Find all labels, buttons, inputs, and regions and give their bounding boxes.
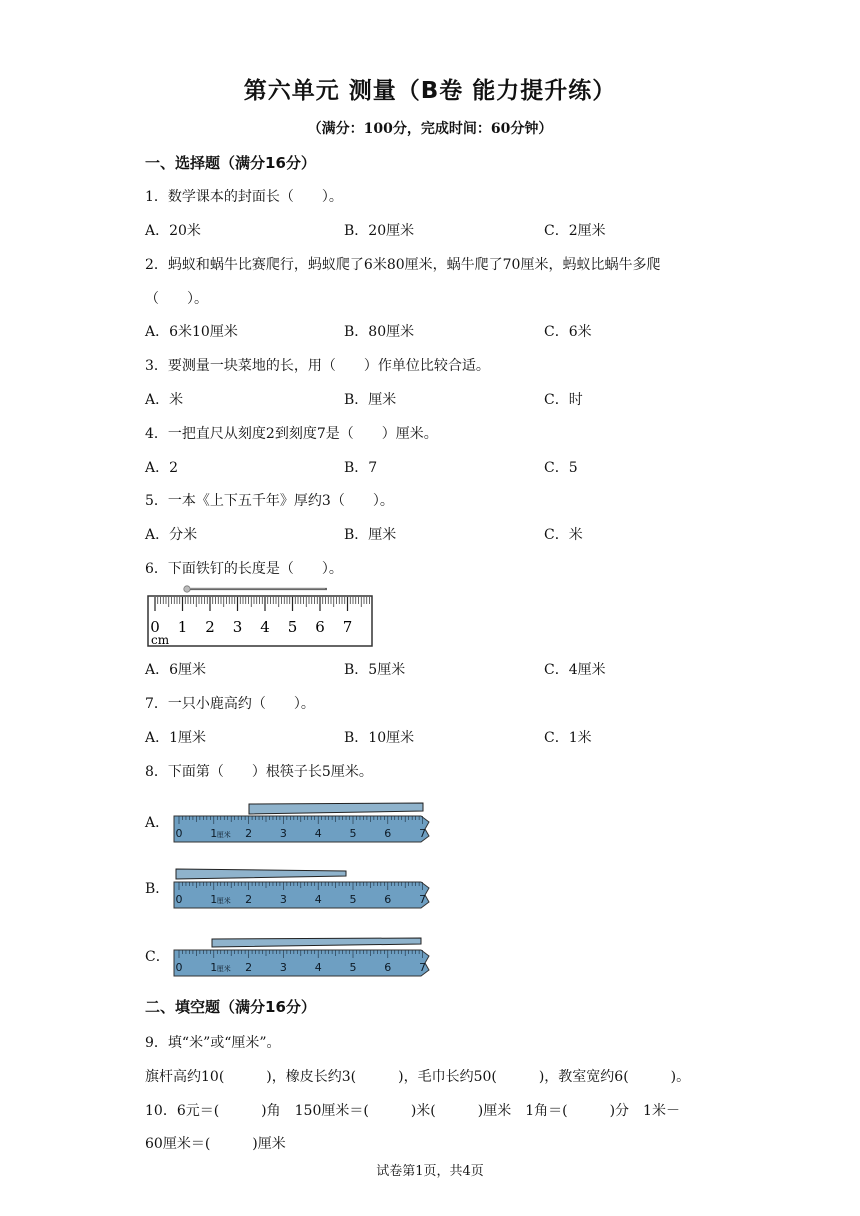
- q8-option-c: [145, 934, 445, 984]
- blue-ruler-number: 7: [419, 961, 427, 974]
- blue-ruler-number: 0: [175, 961, 183, 974]
- blue-ruler-number: 4: [314, 893, 322, 906]
- q1-option-a: A．20米: [145, 223, 201, 239]
- chopstick-c: [212, 938, 421, 947]
- q4-option-c: C．5: [544, 460, 578, 476]
- blue-ruler-number: 4: [314, 827, 322, 840]
- question-6: 6．下面铁钉的长度是（ ）。: [145, 561, 343, 577]
- blue-ruler-number: 7: [419, 827, 427, 840]
- q8-option-b-label: B．: [145, 881, 170, 897]
- question-3: 3．要测量一块菜地的长，用（ ）作单位比较合适。: [145, 358, 490, 374]
- chopstick-ruler-a: [171, 800, 441, 846]
- blue-ruler-unit: 厘米: [216, 897, 231, 905]
- nail-ruler-figure: [147, 584, 373, 648]
- chopstick-b: [176, 869, 346, 879]
- q6-option-a: A．6厘米: [145, 662, 207, 678]
- question-2-continued: （ ）。: [145, 291, 208, 307]
- q2-option-a: A．6米10厘米: [145, 324, 238, 340]
- page-title: 第六单元 测量（B卷 能力提升练）: [243, 78, 617, 104]
- question-4: 4．一把直尺从刻度2到刻度7是（ ）厘米。: [145, 426, 438, 442]
- blue-ruler-number: 7: [419, 893, 427, 906]
- ruler-number: 5: [287, 618, 298, 636]
- blue-ruler-number: 2: [245, 893, 253, 906]
- blue-ruler-number: 6: [384, 893, 392, 906]
- chopstick-ruler-c: [171, 934, 441, 980]
- blue-ruler-number: 1: [210, 961, 218, 974]
- question-8: 8．下面第（ ）根筷子长5厘米。: [145, 764, 373, 780]
- page-footer: 试卷第1页，共4页: [376, 1164, 484, 1179]
- blue-ruler-number: 2: [245, 827, 253, 840]
- q4-option-b: B．7: [344, 460, 378, 476]
- question-9-blanks: 旗杆高约10( )，橡皮长约3( )，毛巾长约50( )，教室宽约6( )。: [145, 1069, 691, 1085]
- question-7: 7．一只小鹿高约（ ）。: [145, 696, 315, 712]
- blue-ruler-number: 3: [279, 961, 287, 974]
- ruler-number: 1: [177, 618, 188, 636]
- ruler-unit-label: cm: [151, 633, 170, 647]
- section-heading-fill: 二、填空题（满分16分）: [145, 998, 316, 1016]
- q2-option-b: B．80厘米: [344, 324, 415, 340]
- q8-option-a-label: A．: [145, 815, 170, 831]
- q8-option-c-label: C．: [145, 949, 170, 965]
- q8-option-a: [145, 800, 445, 850]
- blue-ruler-number: 0: [175, 893, 183, 906]
- q8-option-b: [145, 866, 445, 916]
- blue-ruler-number: 6: [384, 961, 392, 974]
- blue-ruler-number: 5: [349, 827, 357, 840]
- q6-option-c: C．4厘米: [544, 662, 606, 678]
- blue-ruler-unit: 厘米: [216, 831, 231, 839]
- nail-image: [184, 586, 327, 592]
- q3-option-a: A．米: [145, 392, 184, 408]
- q6-option-b: B．5厘米: [344, 662, 406, 678]
- q7-option-a: A．1厘米: [145, 730, 207, 746]
- ruler-number: 0: [150, 618, 160, 636]
- q5-option-a: A．分米: [145, 527, 198, 543]
- blue-ruler-number: 2: [245, 961, 253, 974]
- question-5: 5．一本《上下五千年》厚约3（ ）。: [145, 493, 394, 509]
- blue-ruler-number: 3: [279, 827, 287, 840]
- q7-option-b: B．10厘米: [344, 730, 415, 746]
- ruler-number: 3: [232, 618, 243, 636]
- page-subtitle: （满分：100分，完成时间：60分钟）: [307, 121, 553, 137]
- chopstick-a: [249, 803, 423, 814]
- q3-option-c: C．时: [544, 392, 583, 408]
- q5-option-c: C．米: [544, 527, 583, 543]
- blue-ruler-number: 5: [349, 893, 357, 906]
- question-9: 9．填“米”或“厘米”。: [145, 1035, 281, 1051]
- chopstick-ruler-b: [171, 866, 441, 912]
- question-2: 2．蚂蚁和蜗牛比赛爬行，蚂蚁爬了6米80厘米，蜗牛爬了70厘米，蚂蚁比蜗牛多爬: [145, 257, 661, 273]
- ruler-number: 4: [260, 618, 270, 636]
- blue-ruler-number: 4: [314, 961, 322, 974]
- blue-ruler-number: 6: [384, 827, 392, 840]
- question-10-continued: 60厘米＝( )厘米: [145, 1136, 286, 1152]
- ruler-number: 6: [315, 618, 325, 636]
- blue-ruler-number: 5: [349, 961, 357, 974]
- section-heading-choice: 一、选择题（满分16分）: [145, 154, 316, 172]
- ruler-number: 2: [205, 618, 215, 636]
- q7-option-c: C．1米: [544, 730, 592, 746]
- q3-option-b: B．厘米: [344, 392, 397, 408]
- q1-option-b: B．20厘米: [344, 223, 415, 239]
- blue-ruler-number: 1: [210, 827, 218, 840]
- blue-ruler-number: 3: [279, 893, 287, 906]
- q5-option-b: B．厘米: [344, 527, 397, 543]
- blue-ruler-number: 0: [175, 827, 183, 840]
- q1-option-c: C．2厘米: [544, 223, 606, 239]
- q4-option-a: A．2: [145, 460, 179, 476]
- blue-ruler-number: 1: [210, 893, 218, 906]
- question-10: 10．6元＝( )角 150厘米＝( )米( )厘米 1角＝( )分 1米－: [145, 1103, 680, 1119]
- blue-ruler-unit: 厘米: [216, 965, 231, 973]
- ruler-number: 7: [342, 618, 353, 636]
- question-1: 1．数学课本的封面长（ ）。: [145, 189, 343, 205]
- q2-option-c: C．6米: [544, 324, 592, 340]
